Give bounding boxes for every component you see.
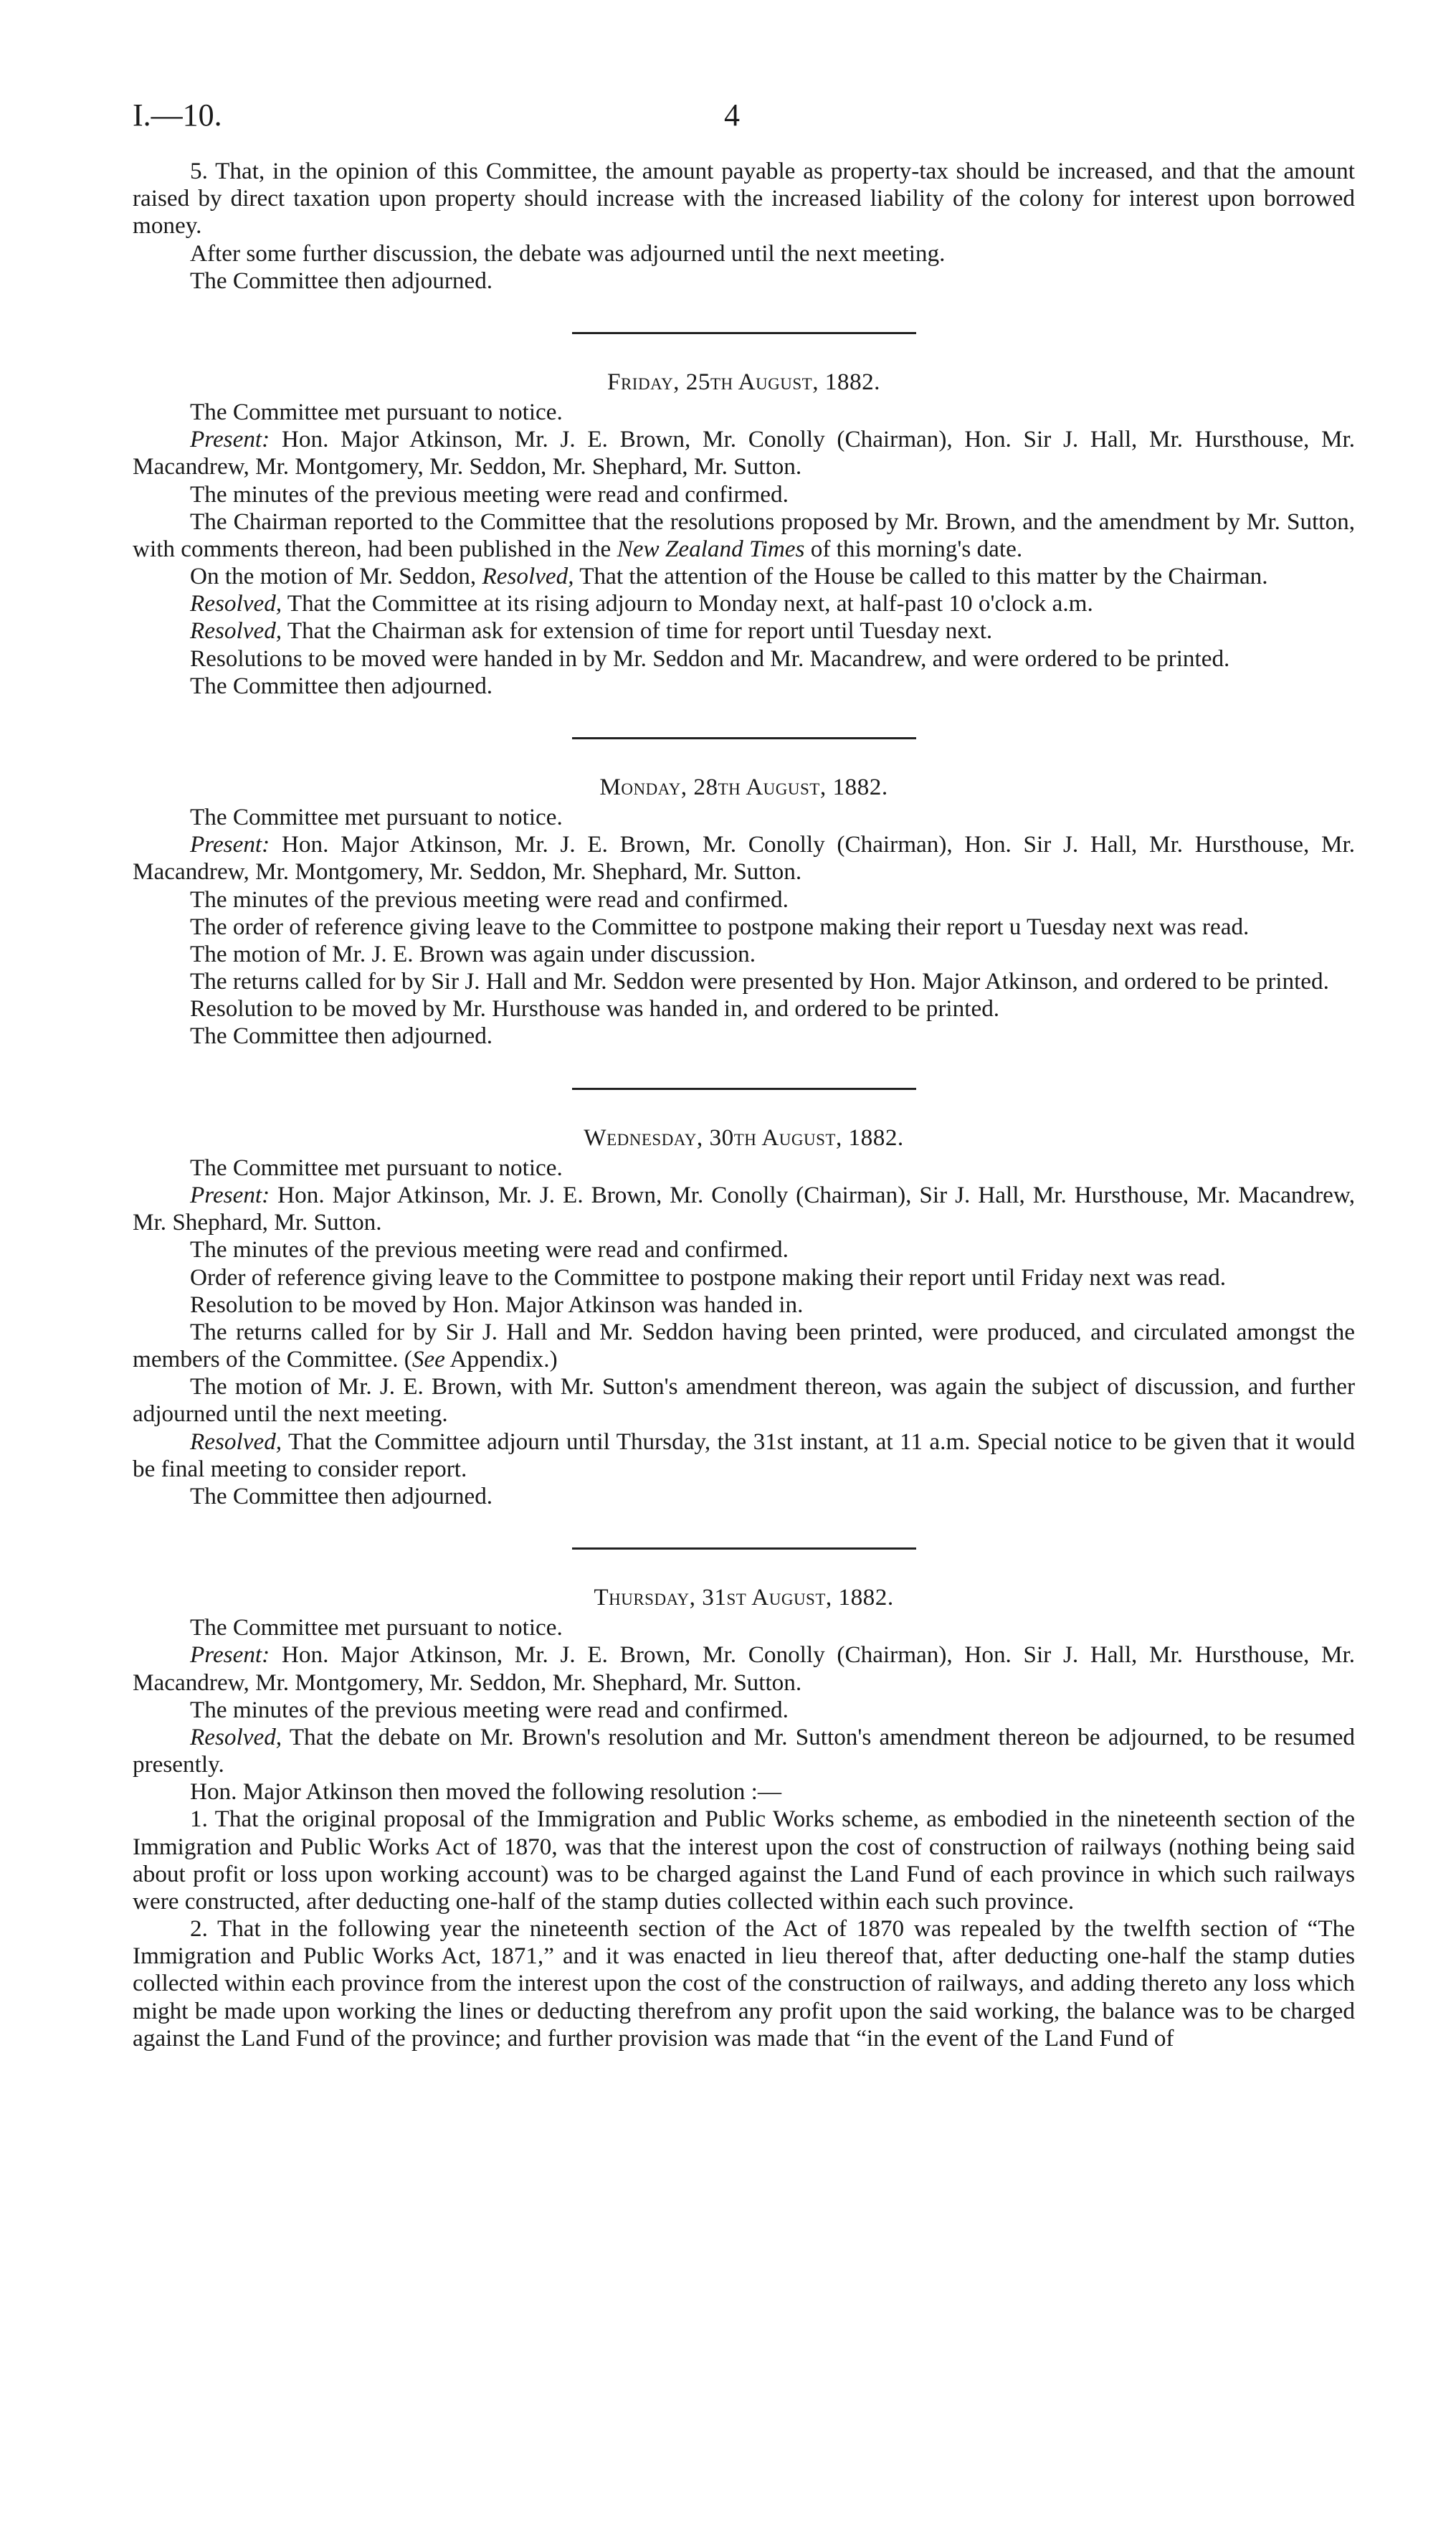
motion-discussion: The motion of Mr. J. E. Brown, with Mr. Sutton's amendment thereon, was again the subject of discussion, and further adjourned until the next meeting.: [133, 1373, 1355, 1428]
order-of-reference: The order of reference giving leave to the Committee to postpone making their report u Tuesday next was read.: [190, 913, 1250, 940]
present-list: [133, 426, 1355, 480]
page-header: [133, 97, 1351, 140]
motion-text: On the motion of Mr. Seddon,: [190, 563, 482, 590]
resolution-adjourn: [133, 590, 1355, 617]
section-divider: [572, 1088, 916, 1090]
resolved-label: Resolved,: [482, 563, 574, 590]
meeting-heading: Thursday, 31st August, 1882.: [594, 1584, 894, 1611]
chairman-report-text: The Chairman reported to the Committee that the resolutions proposed by Mr. Brown, and the amendment by Mr. Sutton, with comments thereon, had been published in the: [133, 508, 1355, 562]
present-members: Hon. Major Atkinson, Mr. J. E. Brown, Mr. Conolly (Chairman), Hon. Sir J. Hall, Mr. Hursthouse, Mr. Macandrew, Mr. Montgomery, Mr. Seddon, Mr. Shephard, Mr. Sutton.: [133, 1641, 1355, 1696]
chairman-report: [133, 508, 1355, 563]
meeting-heading: Wednesday, 30th August, 1882.: [584, 1124, 904, 1151]
page-body: [133, 158, 1355, 2052]
returns-text: The returns called for by Sir J. Hall and Mr. Seddon having been printed, were produced, and circulated amongst the members of the Committee. (: [133, 1318, 1355, 1373]
present-list: [133, 831, 1355, 886]
motion-discussion: The motion of Mr. J. E. Brown was again under discussion.: [190, 940, 756, 967]
adjourned-note: The Committee then adjourned.: [190, 267, 493, 294]
present-members: Hon. Major Atkinson, Mr. J. E. Brown, Mr. Conolly (Chairman), Hon. Sir J. Hall, Mr. Hursthouse, Mr. Macandrew, Mr. Montgomery, Mr. Seddon, Mr. Shephard, Mr. Sutton.: [133, 831, 1355, 886]
present-list: [133, 1182, 1355, 1236]
resolved-label: Resolved,: [190, 617, 282, 645]
meeting-monday: [133, 774, 1355, 1051]
newspaper-title: New Zealand Times: [617, 535, 805, 562]
resolution-text: That the Committee at its rising adjourn to Monday next, at half-past 10 o'clock a.m.: [282, 590, 1093, 617]
adjourned-note: The Committee then adjourned.: [190, 672, 493, 699]
resolution-handed-in: Resolution to be moved by Mr. Hursthouse was handed in, and ordered to be printed.: [190, 995, 1000, 1023]
present-members: Hon. Major Atkinson, Mr. J. E. Brown, Mr. Conolly (Chairman), Hon. Sir J. Hall, Mr. Hursthouse, Mr. Macandrew, Mr. Montgomery, Mr. Seddon, Mr. Shephard, Mr. Sutton.: [133, 426, 1355, 480]
order-of-reference: Order of reference giving leave to the Committee to postpone making their report until Friday next was read.: [190, 1263, 1227, 1291]
present-label: Present:: [190, 1641, 270, 1669]
resolutions-handed-in: Resolutions to be moved were handed in by Mr. Seddon and Mr. Macandrew, and were ordered to be printed.: [190, 645, 1230, 672]
minutes-note: The minutes of the previous meeting were read and confirmed.: [190, 1236, 789, 1263]
section-divider: [572, 737, 916, 739]
present-label: Present:: [190, 426, 270, 453]
resolved-label: Resolved,: [190, 1428, 282, 1455]
returns-presented: The returns called for by Sir J. Hall and Mr. Seddon were presented by Hon. Major Atkinson, and ordered to be printed.: [190, 968, 1329, 995]
resolved-label: Resolved,: [190, 1723, 282, 1750]
resolution-text: That the debate on Mr. Brown's resolution and Mr. Sutton's amendment thereon be adjourned, to be resumed presently.: [133, 1723, 1355, 1778]
page-number: 4: [724, 98, 740, 133]
section-divider: [572, 332, 916, 334]
resolution-text: That the Committee adjourn until Thursday, the 31st instant, at 11 a.m. Special notice to be given that it would be final meeting to consider report.: [133, 1428, 1355, 1482]
present-list: [133, 1641, 1355, 1696]
present-label: Present:: [190, 831, 270, 858]
resolution-text: That the Chairman ask for extension of time for report until Tuesday next.: [282, 617, 993, 645]
motion-text-end: That the attention of the House be called to this matter by the Chairman.: [574, 563, 1268, 590]
met-note: The Committee met pursuant to notice.: [190, 1614, 563, 1641]
meeting-heading: Monday, 28th August, 1882.: [599, 773, 888, 800]
meeting-thursday: [133, 1584, 1355, 2052]
resolution-extension: [133, 617, 1355, 645]
adjourned-note: The Committee then adjourned.: [190, 1482, 493, 1509]
seddon-motion: [133, 563, 1355, 590]
minutes-note: The minutes of the previous meeting were read and confirmed.: [190, 1696, 789, 1723]
section-divider: [572, 1547, 916, 1550]
debate-adjourned-note: After some further discussion, the debate was adjourned until the next meeting.: [190, 240, 946, 267]
resolution-5: 5. That, in the opinion of this Committee, the amount payable as property-tax should be increased, and that the amount raised by direct taxation upon property should increase with the increased liability of the colony for interest upon borrowed money.: [133, 158, 1355, 240]
previous-meeting-tail: [133, 158, 1355, 295]
returns-text-end: Appendix.): [444, 1346, 558, 1373]
chairman-report-text-end: of this morning's date.: [804, 535, 1023, 562]
meeting-wednesday: [133, 1124, 1355, 1510]
resolution-adjourn: [133, 1428, 1355, 1483]
minutes-note: The minutes of the previous meeting were read and confirmed.: [190, 480, 789, 508]
atkinson-motion: Hon. Major Atkinson then moved the following resolution :—: [190, 1778, 782, 1806]
met-note: The Committee met pursuant to notice.: [190, 399, 563, 426]
met-note: The Committee met pursuant to notice.: [190, 1154, 563, 1181]
meeting-friday: [133, 369, 1355, 700]
adjourned-note: The Committee then adjourned.: [190, 1023, 493, 1050]
present-members: Hon. Major Atkinson, Mr. J. E. Brown, Mr. Conolly (Chairman), Sir J. Hall, Mr. Hursthouse, Mr. Macandrew, Mr. Shephard, Mr. Sutton.: [133, 1181, 1355, 1236]
resolution-item-1: 1. That the original proposal of the Immigration and Public Works scheme, as embodied in the nineteenth section of the Immigration and Public Works Act of 1870, was that the interest upon the cost of construction of railways (nothing being said about profit or loss upon working account) was to be charged against the Land Fund of each province in which such railways were constructed, after deducting one-half of the stamp duties collected within each such province.: [133, 1806, 1355, 1915]
returns-circulated: [133, 1319, 1355, 1373]
resolution-item-2: 2. That in the following year the nineteenth section of the Act of 1870 was repealed by the twelfth section of “The Immigration and Public Works Act, 1871,” and it was enacted in lieu thereof that, after deducting one-half the stamp duties collected within each province from the interest upon the cost of the construction of railways, and adding thereto any loss which might be made upon working the lines or deducting therefrom any profit upon the said working, the balance was to be charged against the Land Fund of the province; and further provision was made that “in the event of the Land Fund of: [133, 1915, 1355, 2052]
meeting-heading: Friday, 25th August, 1882.: [607, 368, 880, 395]
see-label: See: [411, 1346, 445, 1373]
present-label: Present:: [190, 1181, 270, 1208]
resolution-handed-in: Resolution to be moved by Hon. Major Atkinson was handed in.: [190, 1291, 804, 1318]
resolution-debate-adjourned: [133, 1724, 1355, 1778]
minutes-note: The minutes of the previous meeting were read and confirmed.: [190, 886, 789, 913]
document-reference: I.—10.: [133, 98, 222, 133]
met-note: The Committee met pursuant to notice.: [190, 804, 563, 831]
resolved-label: Resolved,: [190, 590, 282, 617]
